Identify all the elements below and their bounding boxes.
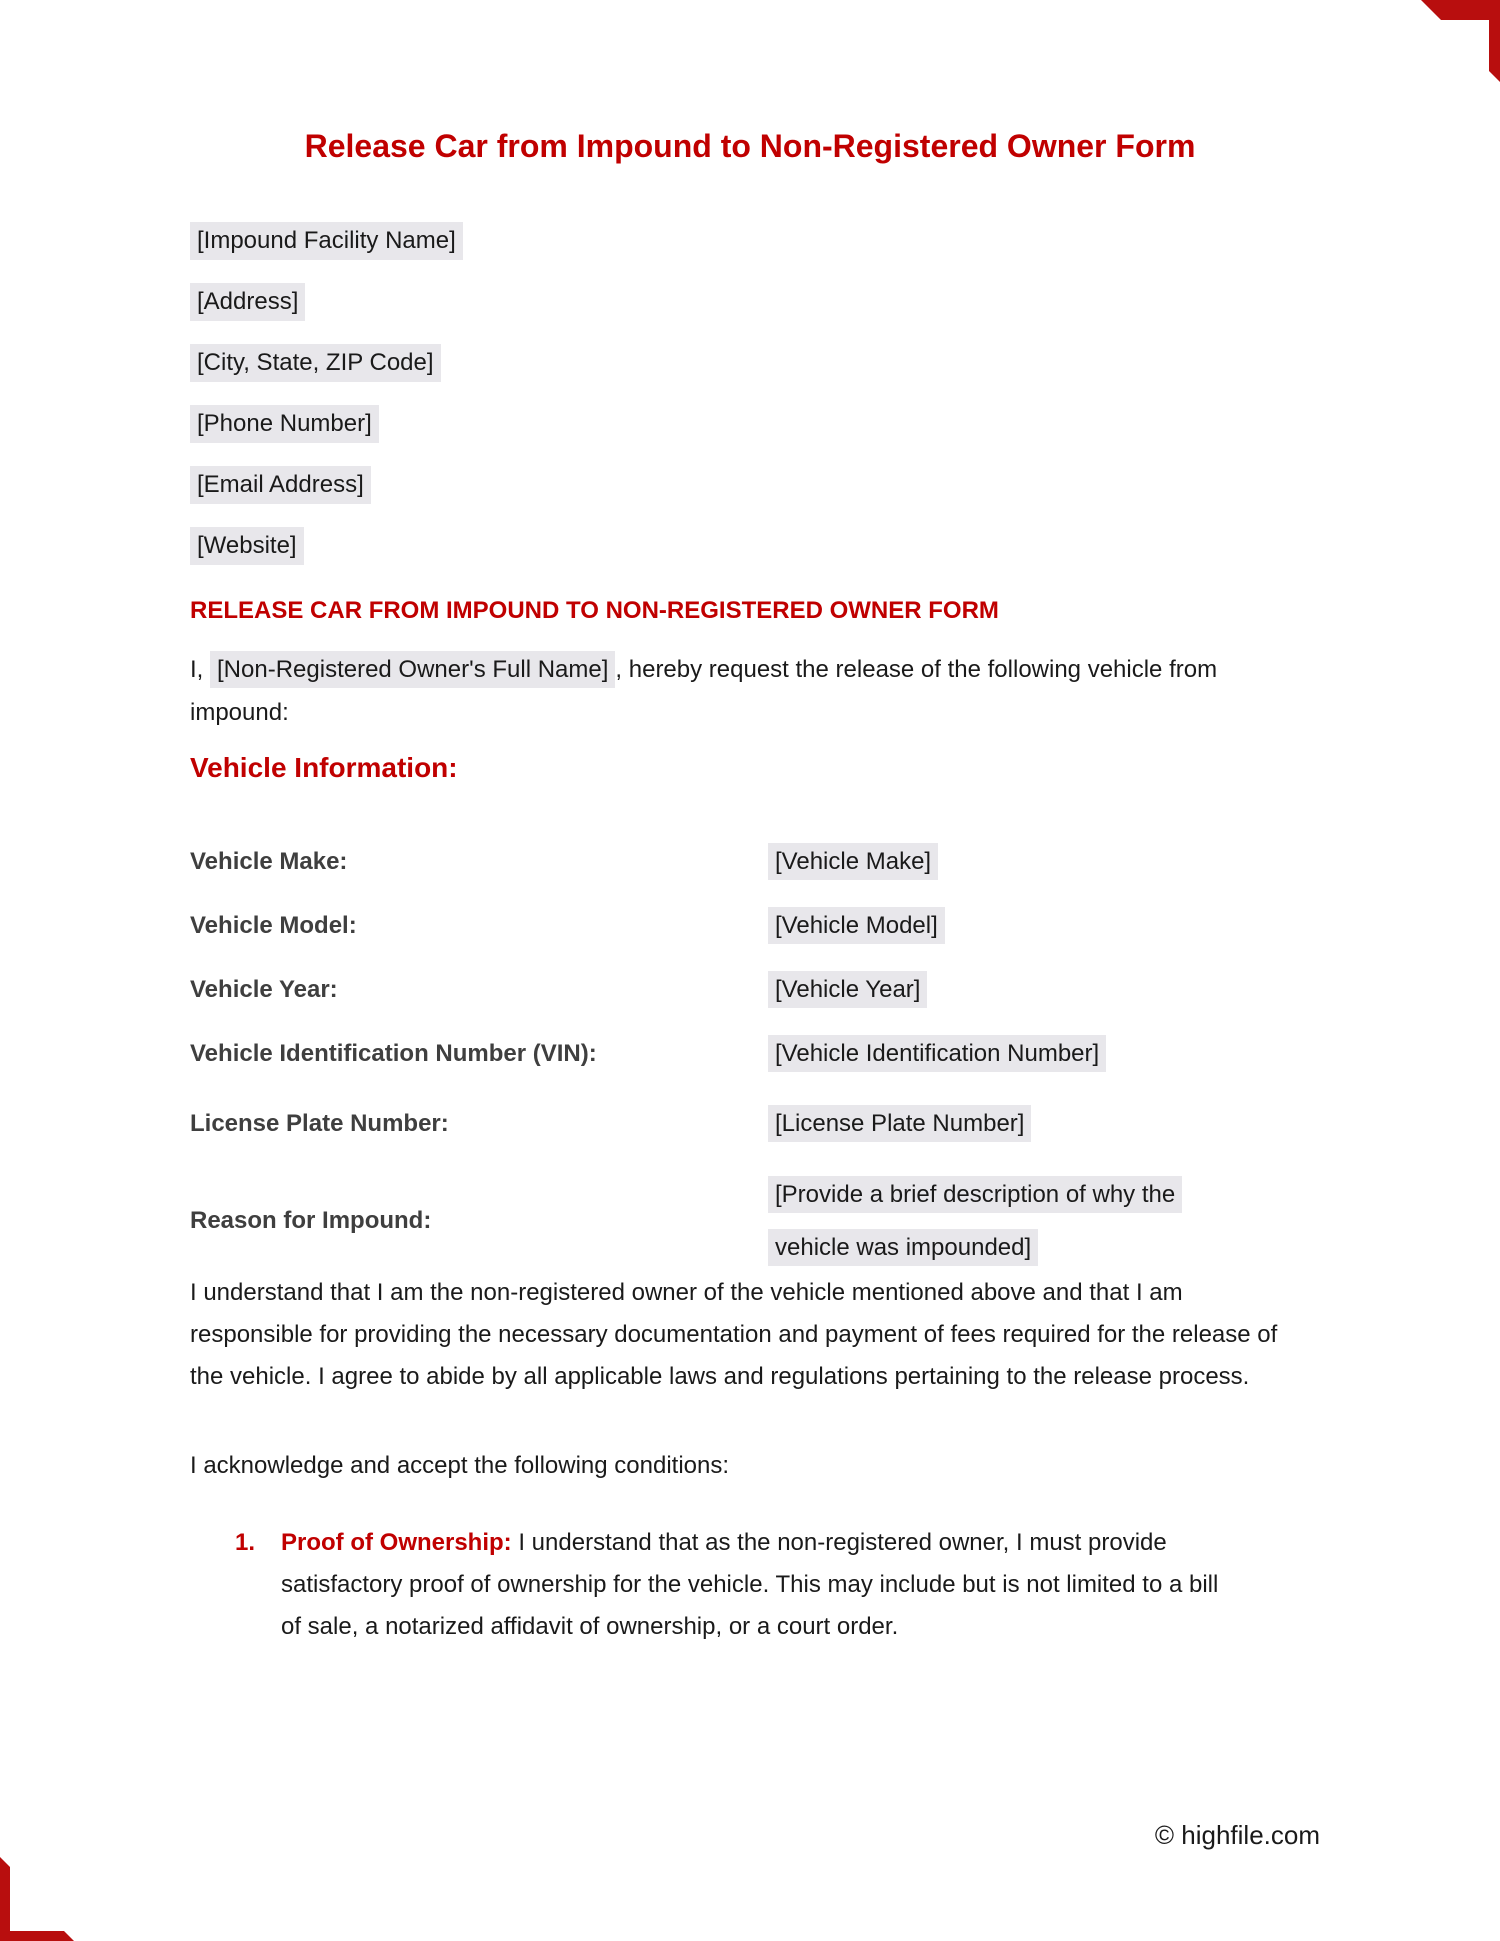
placeholder-email-address[interactable]: [Email Address] (190, 466, 371, 504)
placeholder-owner-full-name[interactable]: [Non-Registered Owner's Full Name] (210, 651, 615, 688)
table-row-impound-reason (190, 1162, 1310, 1280)
bottom-left-corner-decoration (0, 1857, 74, 1941)
acknowledgement-paragraph: I understand that I am the non-registered owner of the vehicle mentioned above and that I am responsible for providing the necessary documentation and payment of fees required for the release of the vehicle. I agree to abide by all applicable laws and regulations pertaining to the release process. (190, 1279, 1278, 1390)
placeholder-vehicle-make[interactable]: [Vehicle Make] (768, 843, 938, 880)
contact-line (190, 271, 463, 332)
top-right-corner-decoration (1420, 0, 1500, 83)
intro-prefix: I, (190, 656, 211, 683)
conditions-list (190, 1522, 1250, 1648)
contact-line (190, 210, 463, 271)
row-label: Vehicle Model: (190, 912, 357, 939)
row-value (768, 1040, 1310, 1068)
vehicle-info-table (190, 830, 1310, 1280)
row-label: Vehicle Identification Number (VIN): (190, 1040, 597, 1067)
placeholder-address[interactable]: [Address] (190, 283, 305, 321)
row-label: Reason for Impound: (190, 1207, 432, 1234)
conditions-intro: I acknowledge and accept the following conditions: (190, 1452, 730, 1479)
placeholder-vehicle-year[interactable]: [Vehicle Year] (768, 971, 927, 1008)
table-row-license-plate (190, 1086, 1310, 1162)
contact-line (190, 393, 463, 454)
row-label: Vehicle Make: (190, 848, 348, 875)
footer-copyright: © highfile.com (1154, 1820, 1320, 1850)
condition-number: 1. (235, 1529, 256, 1556)
placeholder-website[interactable]: [Website] (190, 527, 304, 565)
form-section-heading: RELEASE CAR FROM IMPOUND TO NON-REGISTERED OWNER FORM (190, 597, 999, 624)
table-row-vehicle-model (190, 894, 1310, 958)
placeholder-impound-facility-name[interactable]: [Impound Facility Name] (190, 222, 463, 260)
placeholder-impound-reason[interactable]: [Provide a brief description of why the vehicle was impounded] (768, 1176, 1182, 1266)
row-value (768, 1168, 1310, 1274)
table-row-vin (190, 1022, 1310, 1086)
placeholder-vehicle-model[interactable]: [Vehicle Model] (768, 907, 945, 944)
row-value (768, 1110, 1310, 1138)
contact-block (190, 210, 463, 576)
contact-line (190, 515, 463, 576)
condition-text: I understand that as the non-registered owner, I must provide satisfactory proof of ownership for the vehicle. This may include but is not limited to a bill of sale, a notarized affidavit of ownership, or a court order. (281, 1529, 1219, 1640)
table-row-vehicle-year (190, 958, 1310, 1022)
table-row-vehicle-make (190, 830, 1310, 894)
row-label: License Plate Number: (190, 1110, 449, 1137)
row-value (768, 912, 1310, 940)
placeholder-phone-number[interactable]: [Phone Number] (190, 405, 379, 443)
page-title: Release Car from Impound to Non-Registered Owner Form (304, 128, 1196, 164)
contact-line (190, 332, 463, 393)
placeholder-license-plate[interactable]: [License Plate Number] (768, 1105, 1031, 1142)
placeholder-city-state-zip[interactable]: [City, State, ZIP Code] (190, 344, 441, 382)
row-value (768, 976, 1310, 1004)
row-value (768, 848, 1310, 876)
row-label: Vehicle Year: (190, 976, 338, 1003)
intro-paragraph (190, 648, 1310, 734)
placeholder-vin[interactable]: [Vehicle Identification Number] (768, 1035, 1106, 1072)
condition-title: Proof of Ownership: (281, 1529, 512, 1556)
vehicle-information-heading: Vehicle Information: (190, 752, 458, 783)
intro-suffix: , hereby request the release of the following vehicle from impound: (190, 656, 1218, 726)
contact-line (190, 454, 463, 515)
condition-item (190, 1522, 1230, 1648)
